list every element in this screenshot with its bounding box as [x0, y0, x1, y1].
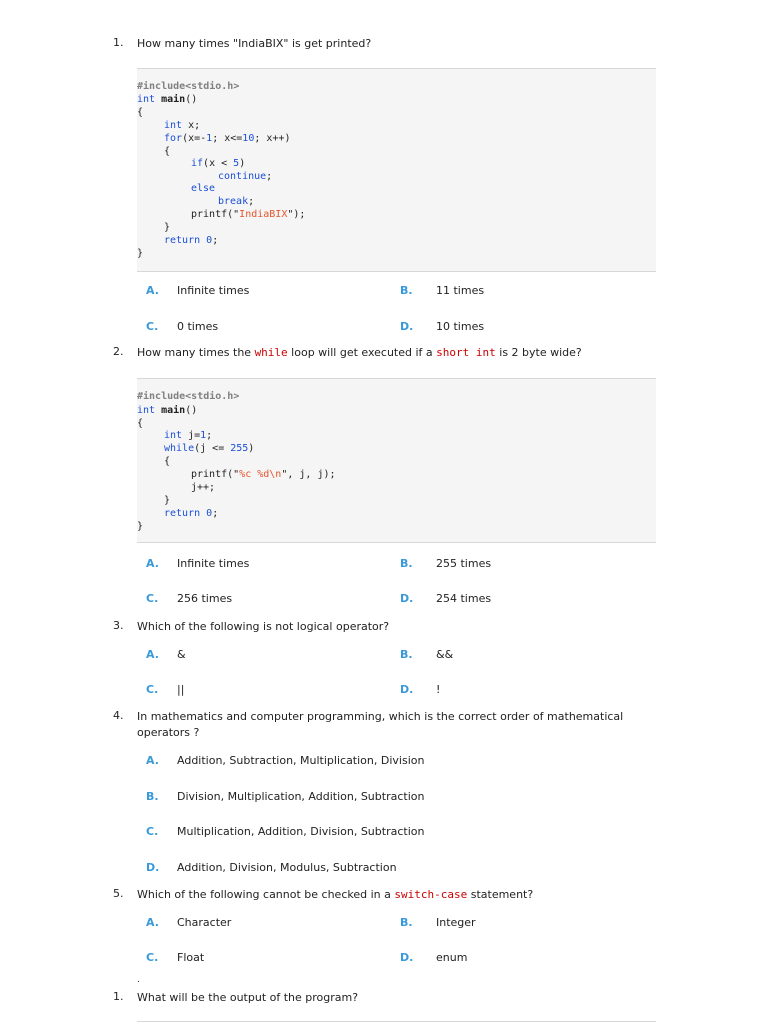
code-line: { — [137, 418, 144, 429]
code-line: if(x < 5) — [191, 158, 246, 169]
code-line: int x; — [164, 120, 201, 131]
code-line: } — [164, 222, 171, 233]
question-number: 3. — [113, 619, 124, 632]
code-line: int j=1; — [164, 430, 213, 441]
code-line: continue; — [218, 171, 273, 182]
separator-dot: . — [137, 975, 140, 985]
question-text: What will be the output of the program? — [137, 991, 359, 1004]
question-number: 5. — [113, 887, 124, 900]
question-text: In mathematics and computer programming, which is the correct order of mathematical operators ? — [137, 710, 624, 739]
code-line: #include<stdio.h> — [137, 81, 240, 92]
code-line: } — [137, 521, 144, 532]
question-number: 2. — [113, 345, 124, 358]
code-line: int main() — [137, 94, 198, 105]
code-line: #include<stdio.h> — [137, 391, 240, 402]
code-block-1 — [137, 68, 656, 272]
code-line: j++; — [191, 482, 216, 493]
question-text: How many times "IndiaBIX" is get printed? — [137, 37, 372, 50]
code-line: } — [137, 248, 144, 259]
code-line: else — [191, 183, 216, 194]
code-block-top-border — [137, 1021, 656, 1022]
code-line: { — [164, 456, 171, 467]
code-line: return 0; — [164, 508, 219, 519]
question-text: Which of the following cannot be checked in a switch-case statement? — [137, 888, 534, 901]
question-number: 1. — [113, 36, 124, 49]
code-line: } — [164, 495, 171, 506]
code-block-2 — [137, 378, 656, 543]
question-number: 4. — [113, 709, 124, 722]
code-line: while(j <= 255) — [164, 443, 255, 454]
question-number: 1. — [113, 990, 124, 1003]
code-line: return 0; — [164, 235, 219, 246]
code-line: printf("%c %d\n", j, j); — [191, 469, 336, 480]
question-text: How many times the while loop will get executed if a short int is 2 byte wide? — [137, 346, 582, 359]
code-line: { — [137, 107, 144, 118]
code-line: printf("IndiaBIX"); — [191, 209, 306, 220]
code-line: { — [164, 146, 171, 157]
code-line: break; — [218, 196, 255, 207]
question-text: Which of the following is not logical operator? — [137, 620, 390, 633]
code-line: for(x=-1; x<=10; x++) — [164, 133, 291, 144]
code-line: int main() — [137, 405, 198, 416]
